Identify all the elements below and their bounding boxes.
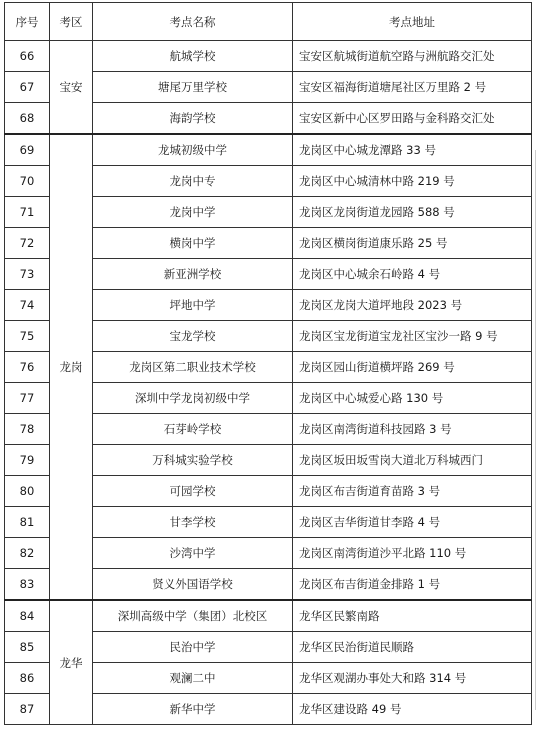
cell-site-name: 龙城初级中学 — [93, 134, 293, 166]
cell-site-address: 龙岗区中心城清林中路 219 号 — [293, 166, 532, 197]
cell-site-name: 民治中学 — [93, 632, 293, 663]
cell-site-name: 贤义外国语学校 — [93, 569, 293, 601]
cell-site-address: 龙岗区龙岗街道龙园路 588 号 — [293, 197, 532, 228]
cell-site-name: 万科城实验学校 — [93, 445, 293, 476]
cell-site-address: 龙岗区园山街道横坪路 269 号 — [293, 352, 532, 383]
cell-site-address: 龙岗区布吉街道育苗路 3 号 — [293, 476, 532, 507]
cell-site-address: 龙岗区吉华街道甘李路 4 号 — [293, 507, 532, 538]
cell-site-address: 龙岗区中心城爱心路 130 号 — [293, 383, 532, 414]
cell-no: 87 — [5, 694, 50, 725]
cell-site-name: 新亚洲学校 — [93, 259, 293, 290]
cell-area: 宝安 — [50, 41, 93, 135]
cell-no: 79 — [5, 445, 50, 476]
header-no: 序号 — [5, 3, 50, 41]
cell-site-address: 龙岗区南湾街道科技园路 3 号 — [293, 414, 532, 445]
cell-site-name: 航城学校 — [93, 41, 293, 72]
cell-site-name: 龙岗中学 — [93, 197, 293, 228]
cell-site-name: 宝龙学校 — [93, 321, 293, 352]
cell-site-address: 龙岗区宝龙街道宝龙社区宝沙一路 9 号 — [293, 321, 532, 352]
cell-no: 83 — [5, 569, 50, 601]
cell-site-address: 龙华区民治街道民顺路 — [293, 632, 532, 663]
cell-site-name: 可园学校 — [93, 476, 293, 507]
table-row — [5, 134, 532, 166]
table-row — [5, 600, 532, 632]
cell-area: 龙华 — [50, 600, 93, 725]
cell-no: 68 — [5, 103, 50, 135]
cell-site-name: 塘尾万里学校 — [93, 72, 293, 103]
cell-site-address: 龙岗区龙岗大道坪地段 2023 号 — [293, 290, 532, 321]
cell-no: 72 — [5, 228, 50, 259]
cell-site-address: 龙华区民繁南路 — [293, 600, 532, 632]
cell-no: 67 — [5, 72, 50, 103]
cell-no: 75 — [5, 321, 50, 352]
cell-site-name: 新华中学 — [93, 694, 293, 725]
cell-site-name: 沙湾中学 — [93, 538, 293, 569]
cell-site-name: 石芽岭学校 — [93, 414, 293, 445]
table-header — [5, 3, 532, 41]
cell-site-address: 龙岗区横岗街道康乐路 25 号 — [293, 228, 532, 259]
cell-no: 82 — [5, 538, 50, 569]
cell-site-name: 海韵学校 — [93, 103, 293, 135]
cell-site-address: 龙华区观湖办事处大和路 314 号 — [293, 663, 532, 694]
cell-no: 66 — [5, 41, 50, 72]
cell-no: 81 — [5, 507, 50, 538]
cell-site-address: 龙岗区中心城龙潭路 33 号 — [293, 134, 532, 166]
cell-no: 70 — [5, 166, 50, 197]
cell-no: 86 — [5, 663, 50, 694]
cell-site-name: 龙岗区第二职业技术学校 — [93, 352, 293, 383]
cell-site-address: 宝安区新中心区罗田路与金科路交汇处 — [293, 103, 532, 135]
cell-site-address: 宝安区航城街道航空路与洲航路交汇处 — [293, 41, 532, 72]
exam-site-table — [4, 2, 532, 725]
header-name: 考点名称 — [93, 3, 293, 41]
cell-site-name: 深圳高级中学（集团）北校区 — [93, 600, 293, 632]
cell-site-address: 龙岗区坂田坂雪岗大道北万科城西门 — [293, 445, 532, 476]
cell-no: 84 — [5, 600, 50, 632]
cell-site-name: 观澜二中 — [93, 663, 293, 694]
cell-no: 76 — [5, 352, 50, 383]
header-address: 考点地址 — [293, 3, 532, 41]
cell-area: 龙岗 — [50, 134, 93, 600]
cell-no: 80 — [5, 476, 50, 507]
cell-site-address: 龙岗区布吉街道金排路 1 号 — [293, 569, 532, 601]
table-row — [5, 41, 532, 72]
header-row — [5, 3, 532, 41]
cell-no: 77 — [5, 383, 50, 414]
cell-site-address: 龙华区建设路 49 号 — [293, 694, 532, 725]
cell-no: 73 — [5, 259, 50, 290]
cell-site-name: 坪地中学 — [93, 290, 293, 321]
cell-no: 78 — [5, 414, 50, 445]
cell-site-name: 龙岗中专 — [93, 166, 293, 197]
cell-no: 69 — [5, 134, 50, 166]
cell-site-name: 深圳中学龙岗初级中学 — [93, 383, 293, 414]
cell-site-name: 横岗中学 — [93, 228, 293, 259]
table-body — [5, 41, 532, 725]
page-edge-line — [535, 150, 536, 710]
header-area: 考区 — [50, 3, 93, 41]
cell-site-address: 龙岗区南湾街道沙平北路 110 号 — [293, 538, 532, 569]
cell-no: 85 — [5, 632, 50, 663]
cell-site-address: 宝安区福海街道塘尾社区万里路 2 号 — [293, 72, 532, 103]
cell-no: 74 — [5, 290, 50, 321]
cell-no: 71 — [5, 197, 50, 228]
cell-site-address: 龙岗区中心城余石岭路 4 号 — [293, 259, 532, 290]
cell-site-name: 甘李学校 — [93, 507, 293, 538]
